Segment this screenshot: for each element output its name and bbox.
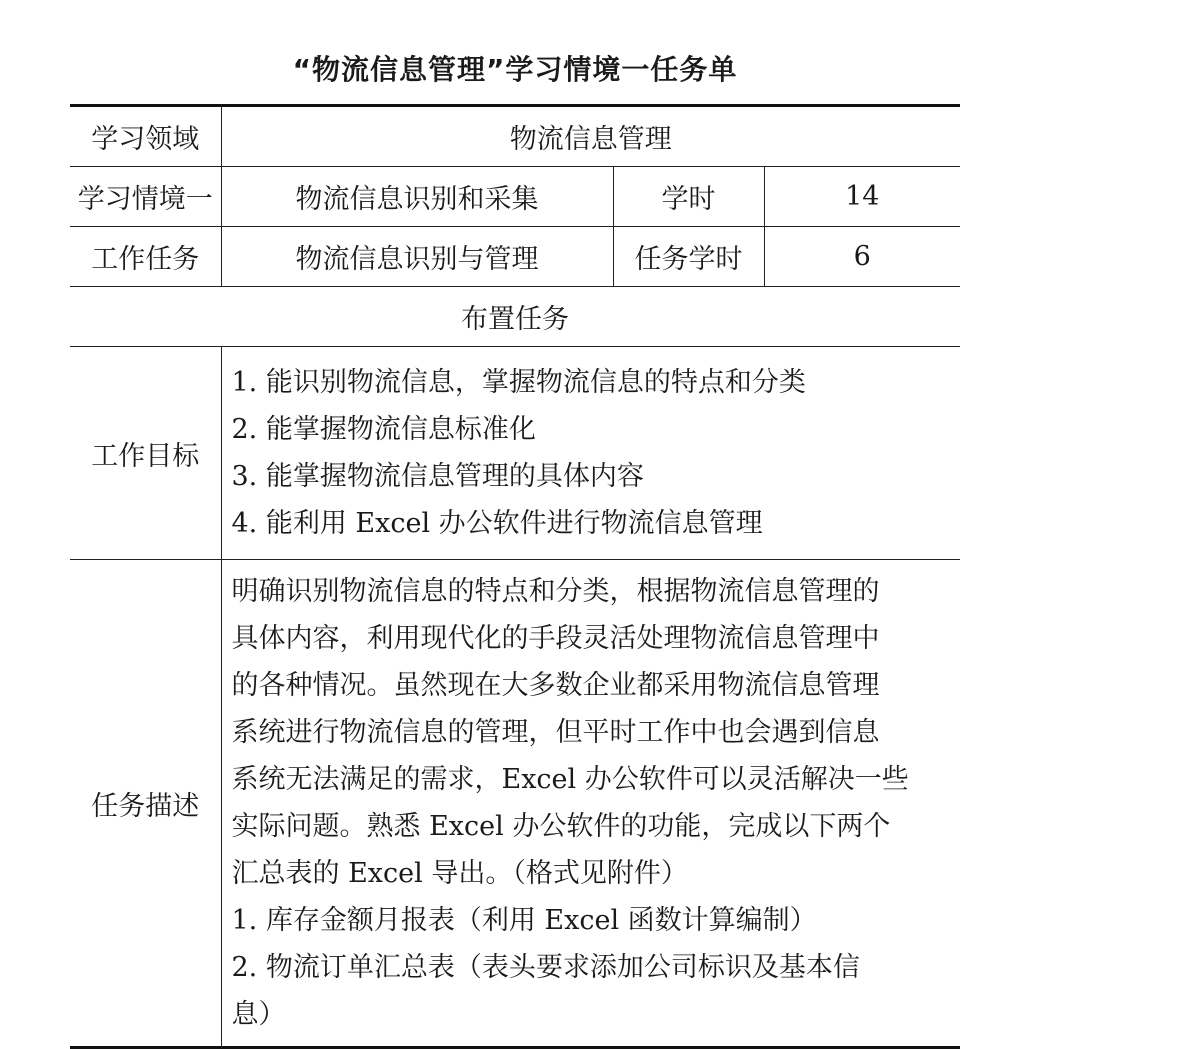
learning-domain-label: 学习领域 [70,106,221,167]
page-title: “物流信息管理”学习情境一任务单 [292,53,738,86]
task-description-line: 1. 库存金额月报表（利用 Excel 函数计算编制） [231,905,817,936]
task-description-line: 2. 物流订单汇总表（表头要求添加公司标识及基本信 [231,952,860,983]
task-description-line: 的各种情况。虽然现在大多数企业都采用物流信息管理 [231,670,880,701]
work-goals-label: 工作目标 [70,347,221,560]
table-row [70,106,960,167]
learning-domain-value: 物流信息管理 [221,106,960,167]
table-row [70,287,960,347]
task-description-line: 系统无法满足的需求，Excel 办公软件可以灵活解决一些 [231,764,909,795]
task-description-label: 任务描述 [70,560,221,1048]
work-goal-item: 3. 能掌握物流信息管理的具体内容 [231,461,644,492]
work-task-label: 工作任务 [70,227,221,287]
task-hours-value: 6 [764,227,960,287]
table-row [70,227,960,287]
work-goal-item: 1. 能识别物流信息，掌握物流信息的特点和分类 [231,367,806,398]
table-row [70,347,960,560]
task-sheet-table [70,104,960,1049]
class-hours-value: 14 [764,167,960,227]
task-description-line: 系统进行物流信息的管理，但平时工作中也会遇到信息 [231,717,880,748]
class-hours-label: 学时 [613,167,764,227]
task-hours-label: 任务学时 [613,227,764,287]
task-description-line: 息） [231,999,286,1030]
work-goals-list [221,347,960,560]
task-description-line: 明确识别物流信息的特点和分类，根据物流信息管理的 [231,576,880,607]
task-description-line: 汇总表的 Excel 导出。（格式见附件） [231,858,688,889]
task-description-line: 实际问题。熟悉 Excel 办公软件的功能，完成以下两个 [231,811,891,842]
table-row [70,167,960,227]
work-goal-item: 2. 能掌握物流信息标准化 [231,414,536,445]
assign-task-heading: 布置任务 [70,287,960,347]
task-description-text [221,560,960,1048]
task-description-line: 具体内容，利用现代化的手段灵活处理物流信息管理中 [231,623,880,654]
work-task-value: 物流信息识别与管理 [221,227,613,287]
learning-situation-value: 物流信息识别和采集 [221,167,613,227]
table-row [70,560,960,1048]
learning-situation-label: 学习情境一 [70,167,221,227]
work-goal-item: 4. 能利用 Excel 办公软件进行物流信息管理 [231,508,763,539]
